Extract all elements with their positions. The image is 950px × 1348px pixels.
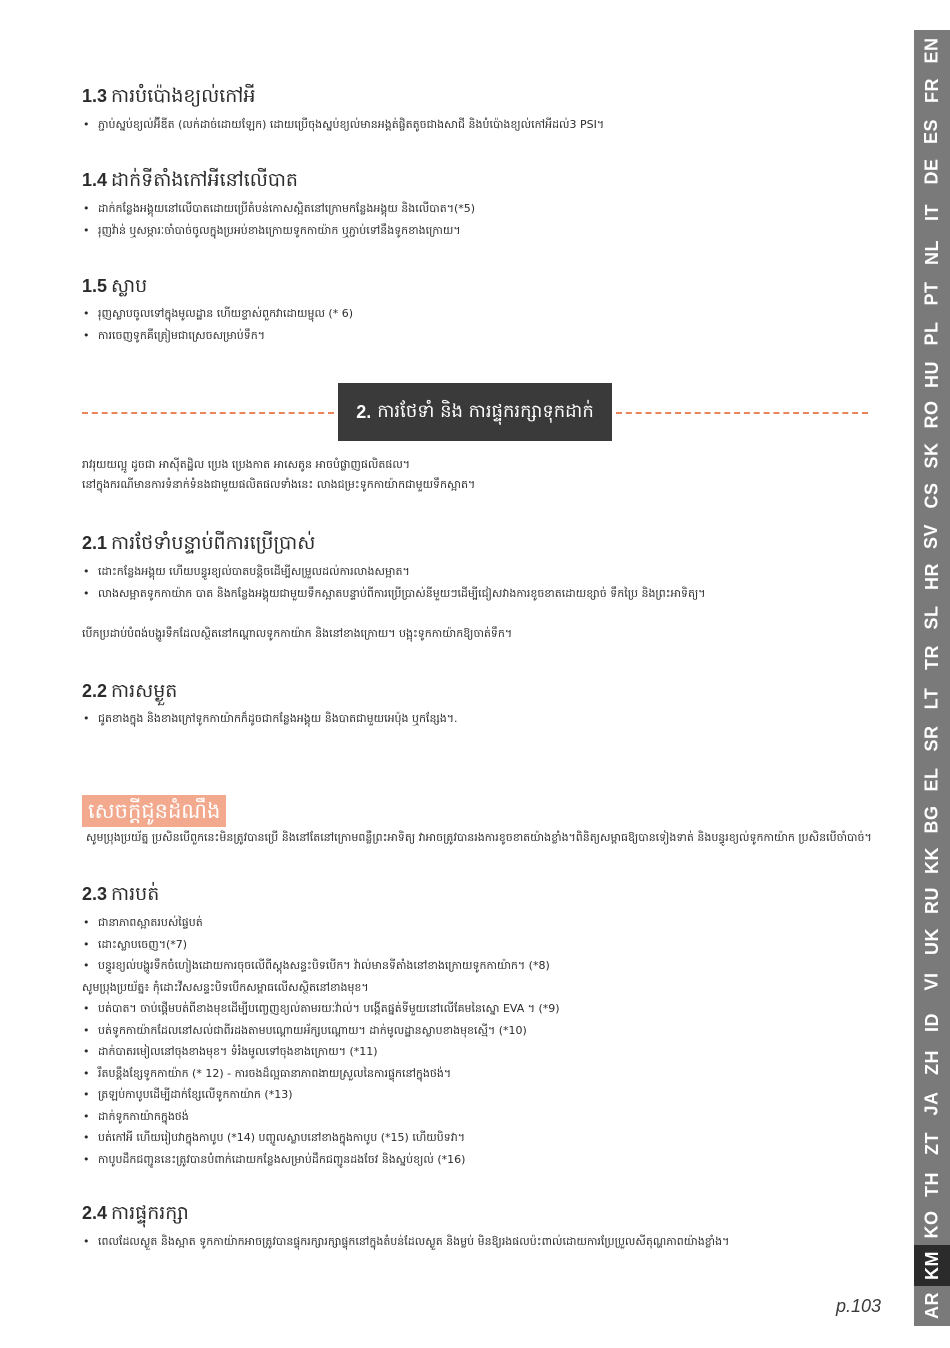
list-item: • ដាក់បាតរមៀលនៅចុងខាងមុខ។ ទំរំងមូលទៅចុងខាងក្រោយ។ (*11) <box>82 1041 560 1063</box>
language-tab-sl[interactable] <box>914 597 950 638</box>
language-tab-de[interactable] <box>914 152 950 193</box>
list-2-1 <box>82 561 706 604</box>
language-tab-nl[interactable] <box>914 233 950 274</box>
list-2-2 <box>82 708 457 730</box>
list-item: • ដាក់ទូកកាយ៉ាកក្នុងថង់ <box>82 1106 560 1128</box>
section-2-banner: 2. ការថែទាំ និង ការផ្ទុករក្សាទុកដាក់ <box>338 383 612 441</box>
language-tab-label: LT <box>921 687 942 710</box>
list-item: • ពេលដែលស្ងួត និងស្អាត ទូកកាយ៉ាកអាចត្រូវបានផ្ទុករក្សារក្សាផ្ទុកនៅក្នុងតំបន់ដែលស្ងួត និងម្លប់ មិនឱ្យរងផលប៉ះពាល់ដោយការប្រែប្រួលសីតុណ្ហភាពយ៉ាងខ្លាំង។ <box>82 1231 729 1253</box>
language-tab-ro[interactable] <box>914 395 950 436</box>
language-tab-label: KO <box>921 1210 942 1239</box>
language-tab-label: PL <box>921 321 942 346</box>
language-tab-ar[interactable] <box>914 1286 950 1327</box>
language-tab-tr[interactable] <box>914 638 950 679</box>
list-item: • បត់បាត។ ចាប់ផ្តើមបត់ពីខាងមុខដើម្បីបញ្ចេញខ្យល់តាមរយៈវ៉ាល់។ បង្កើតផ្នត់ទីមួយនៅលើគែមនៃស្នោ EVA ។ (*9) <box>82 998 560 1020</box>
language-tab-label: NL <box>921 240 942 266</box>
language-tab-th[interactable] <box>914 1164 950 1205</box>
list-1-5 <box>82 303 353 346</box>
language-tab-label: PT <box>921 281 942 306</box>
list-item: • រុញស្លាបចូលទៅក្នុងមូលដ្ឋាន ហើយខ្ទាស់ពួកវាដោយម្ជុល (* 6) <box>82 303 353 325</box>
language-tab-zt[interactable] <box>914 1124 950 1165</box>
list-item: • រុញវ៉ាន់ ឬសម្ភារៈចាំបាច់ចូលក្នុងប្រអប់ខាងក្រោយទូកកាយ៉ាក ឬភ្ជាប់ទៅនឹងទូកខាងក្រោយ។ <box>82 220 475 242</box>
list-item: • ត្រឡប់កាបូបដើម្បីដាក់ខ្សែលើទូកកាយ៉ាក (*13) <box>82 1084 560 1106</box>
language-tab-label: IT <box>921 203 942 221</box>
section-2-1-note: បើកប្រដាប់បំពង់បង្ហូរទឹកដែលស្ថិតនៅកណ្តាលទូកកាយ៉ាក និងនៅខាងក្រោយ។ បង្អុះទូកកាយ៉ាកឱ្យចាត់ទឹក។ <box>82 627 513 640</box>
language-tab-label: TH <box>921 1171 942 1197</box>
language-tab-label: ES <box>921 118 942 144</box>
list-item: • បន្ធូរខ្យល់បង្ហូរទឹកចំហៀងដោយការចុចលើពីស្តុងសន្ទះបិទបើក។ វ៉ាល់មានទីតាំងនៅខាងក្រោយទូកកាយ៉ាក។ (*8) <box>82 955 560 977</box>
language-tab-lt[interactable] <box>914 678 950 719</box>
list-item: • ដោះកន្លែងអង្គុយ ហើយបន្ធូរខ្យល់បាតបន្តិចដើម្បីសម្រួលដល់ការលាងសម្អាត។ <box>82 561 706 583</box>
language-tab-sk[interactable] <box>914 435 950 476</box>
language-tab-label: ZH <box>921 1050 942 1076</box>
language-tab-pt[interactable] <box>914 273 950 314</box>
language-tab-pl[interactable] <box>914 314 950 355</box>
heading-2-1: 2.1 ការថែទាំបន្ទាប់ពីការប្រើប្រាស់ <box>82 532 316 554</box>
banner-dashed-line-left <box>82 412 334 414</box>
language-tab-label: FR <box>921 78 942 104</box>
language-tab-label: SR <box>921 725 942 752</box>
language-tab-ru[interactable] <box>914 881 950 922</box>
language-tab-label: RO <box>921 400 942 429</box>
list-item: • ដាក់កន្លែងអង្គុយនៅលើបាតដោយប្រើតំបន់កោសស្អិតនៅក្រោមកន្លែងអង្គុយ និងលើបាត។(*5) <box>82 198 475 220</box>
list-1-4 <box>82 198 475 241</box>
list-item: • ការចេញទូកគឺត្រៀមជាស្រេចសម្រាប់ទឹក។ <box>82 325 353 347</box>
language-tab-ja[interactable] <box>914 1083 950 1124</box>
heading-1-3: 1.3 ការបំប៉ោងខ្យល់កៅអី <box>82 85 256 107</box>
list-item: • ជានាភាពស្អាតរបស់ផ្ទៃបត់ <box>82 912 560 934</box>
section-2-intro: រាវរុយយល្អូ ដូចជា អាស៊ីតដ្ឋិល ប្រេង ប្រេងកាត អាសេតូន អាចបំផ្លាញផលិតផល។ នៅក្នុងករណីមានការទំនាក់ទំនងជាមួយផលិតផលទាំងនេះ លាងជម្រះទូកកាយ៉ាកជាមួយទឹកស្អាត។ <box>82 458 476 491</box>
language-tab-id[interactable] <box>914 1002 950 1043</box>
language-tab-zh[interactable] <box>914 1043 950 1084</box>
language-tab-label: TR <box>921 645 942 671</box>
language-tab-ko[interactable] <box>914 1205 950 1246</box>
language-tab-label: CS <box>921 482 942 509</box>
language-tab-label: KM <box>921 1250 942 1280</box>
language-tab-uk[interactable] <box>914 921 950 962</box>
language-tab-label: HR <box>921 563 942 591</box>
language-tab-label: UK <box>921 927 942 955</box>
list-item: • លាងសម្អាតទូកកាយ៉ាក បាត និងកន្លែងអង្គុយជាមួយទឹកស្អាតបន្ទាប់ពីការប្រើប្រាស់នីមួយៗដើម្បីជៀសវាងការខូចខាតដោយខ្សាច់ ទឹកប្រៃ និងព្រះអាទិត្យ។ <box>82 583 706 605</box>
language-tab-label: EL <box>921 767 942 792</box>
language-tab-el[interactable] <box>914 759 950 800</box>
language-tab-sv[interactable] <box>914 516 950 557</box>
language-tab-label: ZT <box>921 1132 942 1156</box>
caution-line: សូមប្រុងប្រយ័ត្ន៖ កុំដោះវីសសន្ទះបិទបើកសម្ពាធលើសស្ថិតនៅខាងមុខ។ <box>82 980 369 994</box>
banner-dashed-line-right <box>616 412 868 414</box>
page-number: p.103 <box>836 1296 882 1316</box>
language-tab-label: SV <box>921 523 942 549</box>
list-2-3 <box>82 912 560 1170</box>
language-tab-label: JA <box>921 1091 942 1116</box>
language-tab-cs[interactable] <box>914 476 950 517</box>
language-tab-label: BG <box>921 805 942 834</box>
language-tab-label: ID <box>921 1012 942 1032</box>
language-tab-label: SK <box>921 442 942 469</box>
language-tab-label: AR <box>921 1292 942 1320</box>
language-tab-label: VI <box>921 972 942 991</box>
list-item: • រឹតបន្តឹងខ្សែទូកកាយ៉ាក (* 12) - ការចងដ៏ល្អធានាភាពងាយស្រួលនៃការផ្ទុកនៅក្នុងថង់។ <box>82 1063 560 1085</box>
heading-2-4: 2.4 ការផ្ទុករក្សា <box>82 1202 189 1224</box>
language-tab-hu[interactable] <box>914 354 950 395</box>
heading-2-3: 2.3 ការបត់ <box>82 883 160 905</box>
language-tab-label: DE <box>921 158 942 185</box>
list-item: • ភ្ជាប់ស្នប់ខ្យល់អ៊ីឌីត (លក់ដាច់ដោយឡែក) ដោយប្រើចុងស្នប់ខ្យល់មានអង្គត់ផ្ចិតតូចជាងសាជី និងបំប៉ោងខ្យល់កៅអីដល់3 PSI។ <box>82 114 604 136</box>
language-tab-es[interactable] <box>914 111 950 152</box>
language-tab-label: HU <box>921 360 942 388</box>
language-tab-sr[interactable] <box>914 719 950 760</box>
list-2-4 <box>82 1231 729 1253</box>
language-tab-kk[interactable] <box>914 840 950 881</box>
language-tab-en[interactable] <box>914 30 950 71</box>
language-sidebar <box>914 30 950 1326</box>
list-item: • បត់ទូកកាយ៉ាកដែលនៅសល់ជាពីរដងតាមបណ្តោយអ័ក្សបណ្តោយ។ ដាក់មូលដ្ឋានស្លាបខាងមុខស្មើ។ (*10) <box>82 1020 560 1042</box>
language-tab-label: EN <box>921 37 942 64</box>
heading-1-4: 1.4 ដាក់ទីតាំងកៅអីនៅលើបាត <box>82 169 298 191</box>
language-tab-label: SL <box>921 605 942 630</box>
heading-1-5: 1.5 ស្លាប <box>82 275 148 297</box>
heading-2-2: 2.2 ការសម្ងួត <box>82 680 178 702</box>
list-item: • ជូតខាងក្នុង និងខាងក្រៅទូកកាយ៉ាកក៏ដូចជាកន្លែងអង្គុយ និងបាតជាមួយអេប៉ុង ឬកន្សែង។. <box>82 708 457 730</box>
language-tab-label: KK <box>921 846 942 874</box>
language-tab-fr[interactable] <box>914 71 950 112</box>
language-tab-bg[interactable] <box>914 800 950 841</box>
language-tab-it[interactable] <box>914 192 950 233</box>
language-tab-km[interactable] <box>914 1245 950 1286</box>
list-1-3 <box>82 114 604 136</box>
language-tab-label: RU <box>921 887 942 915</box>
language-tab-vi[interactable] <box>914 962 950 1003</box>
list-item: • ដោះស្លាបចេញ។(*7) <box>82 934 560 956</box>
list-item: • បត់កៅអី ហើយរៀបវាក្នុងកាបូប (*14) បញ្ចូលស្លាបនៅខាងក្នុងកាបូប (*15) ហើយបិទវា។ <box>82 1127 560 1149</box>
list-item: • កាបូបដឹកជញ្ជូននេះត្រូវបានបំពាក់ដោយកន្លែងសម្រាប់ដឹកជញ្ជូនដងចែវ និងស្នប់ខ្យល់ (*16) <box>82 1149 560 1171</box>
notice-title: សេចក្តីជូនដំណឹង <box>82 795 226 827</box>
notice-text: សូមប្រុងប្រយ័ត្ន ប្រសិនបើពួកនេះមិនត្រូវបានប្រើ និងនៅតែនៅក្រោមពន្លឺព្រះអាទិត្យ វាអាចត្រូវបានរងការខូចខាតយ៉ាងខ្លាំង។ពិនិត្យសម្ពាធឱ្យបានទៀងទាត់ និងបន្ធូរខ្យល់ទូកកាយ៉ាក ប្រសិនបើចាំបាច់។ <box>86 831 872 844</box>
language-tab-hr[interactable] <box>914 557 950 598</box>
